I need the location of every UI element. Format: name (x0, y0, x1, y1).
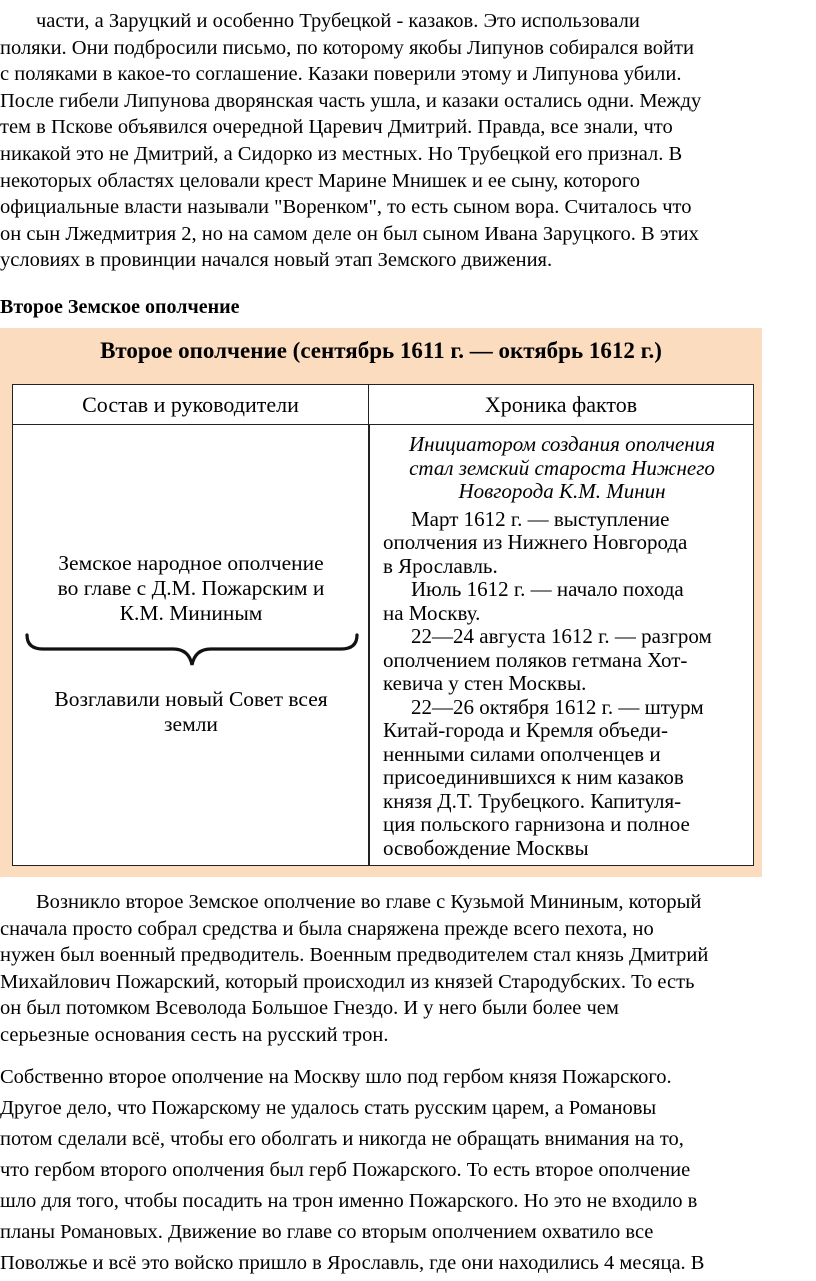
militia-table (12, 384, 754, 866)
text-line: поляки. Они подбросили письмо, по которому якобы Липунов собирался войти (0, 36, 694, 59)
text-line: ополчением поляков гетмана Хот- (383, 647, 688, 672)
text-line: официальные власти называли "Воренком", то есть сыном вора. Считалось что (0, 196, 692, 219)
text-line: 22—24 августа 1612 г. — разгром (411, 624, 712, 648)
text-line: Март 1612 г. — выступление (411, 506, 670, 531)
text-line: нужен был военный предводитель. Военным предводителем стал князь Дмитрий (0, 944, 709, 967)
text-line: шло для того, чтобы посадить на трон именно Пожарского. Но это не входило в (0, 1190, 698, 1212)
text-line: После гибели Липунова дворянская часть ушла, и казаки остались одни. Между (0, 89, 702, 112)
text-line: части, а Заруцкий и особенно Трубецкой - казаков. Это использовали (36, 10, 640, 32)
text-line: никакой это не Дмитрий, а Сидорко из местных. Но Трубецкой его признал. В (0, 142, 683, 165)
text-line: ополчения из Нижнего Новгорода (383, 530, 688, 554)
chronicle-event (383, 696, 741, 861)
text-line: Китай-города и Кремля объеди- (383, 718, 668, 742)
section-heading: Второе Земское ополчение (0, 296, 240, 318)
text-line: Другое дело, что Пожарскому не удалось стать русским царем, а Романовы (0, 1097, 657, 1119)
text-line: серьезные основания сесть на русский трон. (0, 1023, 389, 1046)
text-line: К.М. Мининым (119, 601, 263, 625)
text-line: условиях в провинции начался новый этап Земского движения. (0, 249, 553, 272)
paragraph-pozharsky-coat (0, 1062, 816, 1279)
chronicle-event (383, 578, 741, 625)
text-line: Михайлович Пожарский, который происходил из князей Стародубских. То есть (0, 970, 695, 993)
text-line: в Ярославль. (383, 553, 498, 578)
text-line: Июль 1612 г. — начало похода (411, 577, 684, 601)
militia-composition-text (23, 551, 359, 626)
text-line: присоединившихся к ним казаков (383, 765, 684, 789)
text-line: во главе с Д.М. Пожарским и (57, 576, 325, 600)
text-line: он сын Лжедмитрия 2, но на самом деле он был сыном Ивана Заруцкого. В этих (0, 222, 699, 245)
text-line: ция польского гарнизона и полное (383, 812, 690, 836)
chronicle-event (383, 625, 741, 696)
council-text (23, 687, 359, 737)
chronicle-event (383, 508, 741, 579)
text-line: тем в Пскове объявился очередной Царевич Дмитрий. Правда, все знали, что (0, 116, 673, 139)
initiator-note (383, 433, 741, 504)
text-line: Возглавили новый Совет всея (54, 687, 328, 711)
text-line: он был потомком Всеволода Большое Гнездо. И у него были более чем (0, 997, 619, 1020)
text-line: с поляками в какое-то соглашение. Казаки поверили этому и Липунова убили. (0, 63, 682, 86)
text-line: некоторых областях целовали крест Марине Мнишек и ее сыну, которого (0, 169, 641, 192)
text-line: потом сделали всё, чтобы его оболгать и никогда не обращать внимания на то, (0, 1128, 684, 1150)
text-line: что гербом второго ополчения был герб Пожарского. То есть второе ополчение (0, 1159, 691, 1181)
text-line: Возникло второе Земское ополчение во главе с Кузьмой Мининым, который (36, 891, 702, 913)
text-line: освобождение Москвы (383, 835, 589, 860)
text-line: Поволжье и всё это войско пришло в Ярославль, где они находились 4 месяца. В (0, 1252, 705, 1274)
column-divider (368, 425, 370, 865)
text-line: кевича у стен Москвы. (383, 671, 587, 695)
paragraph-intro (0, 8, 816, 274)
text-line: ненными силами ополченцев и (383, 741, 661, 766)
paragraph-second-militia (0, 889, 816, 1049)
text-line: земли (164, 712, 218, 736)
text-line: сначала просто собрал средства и была снаряжена прежде всего пехота, но (0, 917, 654, 940)
column-header-composition: Состав и руководители (13, 385, 369, 425)
text-line: стал земский староста Нижнего (409, 455, 715, 480)
text-line: 22—26 октября 1612 г. — штурм (411, 694, 704, 719)
text-line: Собственно второе ополчение на Москву шло под гербом князя Пожарского. (0, 1066, 672, 1088)
column-header-chronicle: Хроника фактов (369, 385, 753, 425)
figure-title: Второе ополчение (сентябрь 1611 г. — октябрь 1612 г.) (100, 338, 662, 363)
text-line: планы Романовых. Движение во главе со вторым ополчением охватило все (0, 1221, 654, 1243)
text-line: Земское народное ополчение (58, 551, 324, 575)
text-line: Инициатором создания ополчения (409, 432, 715, 456)
text-line: Новгорода К.М. Минин (458, 479, 666, 503)
text-line: князя Д.Т. Трубецкого. Капитуля- (383, 788, 682, 813)
text-line: на Москву. (383, 600, 481, 625)
curly-brace-icon (23, 631, 361, 671)
militia-table-figure (0, 328, 762, 877)
chronicle-column (383, 433, 741, 860)
